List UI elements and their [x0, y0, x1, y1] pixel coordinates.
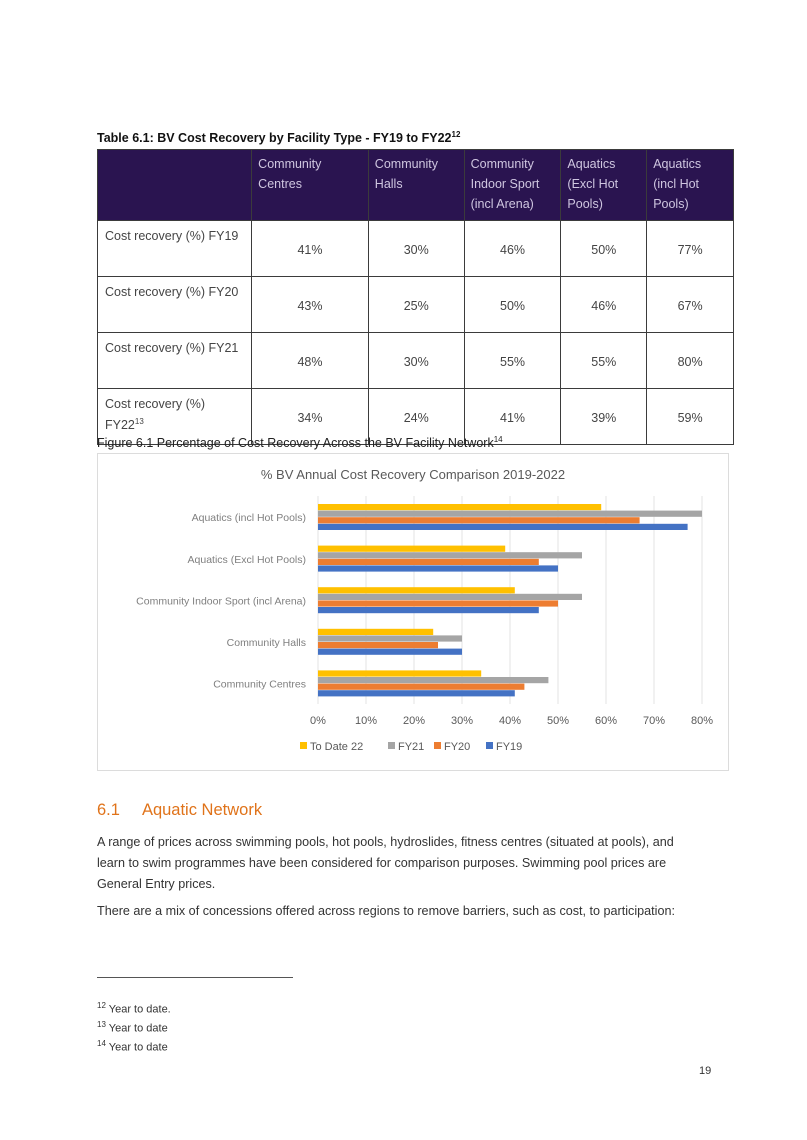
paragraph: There are a mix of concessions offered across regions to remove barriers, such as cost, to participation:: [97, 904, 675, 918]
row-label: Cost recovery (%) FY21: [98, 333, 252, 389]
legend-swatch: [388, 742, 395, 749]
table-header-cell: [98, 150, 252, 221]
table-header-cell: Community Halls: [368, 150, 464, 221]
table-cell: 41%: [464, 389, 561, 445]
table-row: [98, 277, 734, 333]
table-header-cell: Aquatics (Excl Hot Pools): [561, 150, 647, 221]
category-label: Aquatics (Excl Hot Pools): [187, 553, 306, 566]
legend-swatch: [434, 742, 441, 749]
table-cell: 48%: [252, 333, 369, 389]
table-caption: Table 6.1: BV Cost Recovery by Facility Type - FY19 to $FY22^{12}$: [97, 130, 461, 146]
table-cell: 30%: [368, 333, 464, 389]
table-row: [98, 221, 734, 277]
category-label: Community Halls: [226, 637, 306, 649]
bar: [318, 649, 462, 655]
x-tick-label: 10%: [354, 715, 378, 727]
table-cell: 24%: [368, 389, 464, 445]
legend-label: To Date 22: [310, 741, 364, 753]
legend-label: FY21: [398, 741, 425, 753]
bar: [318, 635, 462, 641]
footnote: $^{14}$ Year to date: [97, 1039, 168, 1054]
chart-container: [97, 453, 729, 771]
figure-caption: Figure 6.1 Percentage of Cost Recovery Across the BV Facility Network$^{14}$: [97, 435, 503, 451]
x-tick-label: 80%: [690, 715, 714, 727]
bar: [318, 517, 640, 523]
row-label: Cost recovery (%) FY20: [98, 277, 252, 333]
bar: [318, 504, 601, 510]
table-cell: 39%: [561, 389, 647, 445]
row-label: Cost recovery (%) FY19: [98, 221, 252, 277]
footnote: $^{13}$ Year to date: [97, 1020, 168, 1035]
table-cell: 55%: [464, 333, 561, 389]
table-cell: 30%: [368, 221, 464, 277]
table-row: [98, 333, 734, 389]
footnote-divider: [97, 977, 293, 978]
bar: [318, 642, 438, 648]
bar: [318, 629, 433, 635]
bar: [318, 565, 558, 571]
x-tick-label: 40%: [498, 715, 522, 727]
table-cell: 67%: [647, 277, 734, 333]
table-header-cell: Aquatics (incl Hot Pools): [647, 150, 734, 221]
table-cell: 43%: [252, 277, 369, 333]
table-cell: 50%: [561, 221, 647, 277]
x-tick-label: 20%: [402, 715, 426, 727]
table-header-cell: Community Indoor Sport (incl Arena): [464, 150, 561, 221]
table-cell: 77%: [647, 221, 734, 277]
table-cell: 55%: [561, 333, 647, 389]
page-number: 19: [699, 1065, 712, 1077]
bar: [318, 690, 515, 696]
x-tick-label: 30%: [450, 715, 474, 727]
table-cell: 25%: [368, 277, 464, 333]
category-label: Aquatics (incl Hot Pools): [191, 512, 306, 525]
table-cell: 59%: [647, 389, 734, 445]
bar: [318, 677, 548, 683]
chart-title: % BV Annual Cost Recovery Comparison 2019-2022: [260, 467, 566, 482]
bar-chart: [98, 454, 728, 770]
table-header-row: [98, 150, 734, 221]
bar: [318, 511, 702, 517]
bar: [318, 684, 524, 690]
legend-swatch: [486, 742, 493, 749]
legend-label: FY20: [444, 741, 471, 753]
bar: [318, 559, 539, 565]
table-cell: 50%: [464, 277, 561, 333]
x-tick-label: 0%: [310, 715, 326, 727]
cost-recovery-table: [97, 149, 734, 445]
x-tick-label: 50%: [546, 715, 570, 727]
table-cell: 41%: [252, 221, 369, 277]
x-tick-label: 60%: [594, 715, 618, 727]
bar: [318, 670, 481, 676]
paragraph: A range of prices across swimming pools, hot pools, hydroslides, fitness centres (situated at pools), and learn to swim programmes have been considered for comparison purposes. Swimming pool prices are General Entry prices.: [97, 835, 674, 891]
table-cell: 46%: [464, 221, 561, 277]
bar: [318, 546, 505, 552]
bar: [318, 524, 688, 530]
legend-label: FY19: [496, 741, 523, 753]
bar: [318, 587, 515, 593]
section-heading: 6.1 Aquatic Network: [97, 801, 263, 819]
row-label: Cost recovery (%) $FY22^{13}$: [98, 389, 252, 445]
bar: [318, 594, 582, 600]
x-tick-label: 70%: [642, 715, 666, 727]
bar: [318, 607, 539, 613]
table-header-cell: Community Centres: [252, 150, 369, 221]
legend-swatch: [300, 742, 307, 749]
table-cell: 80%: [647, 333, 734, 389]
bar: [318, 552, 582, 558]
table-cell: 34%: [252, 389, 369, 445]
table-cell: 46%: [561, 277, 647, 333]
category-label: Community Indoor Sport (incl Arena): [136, 595, 306, 608]
footnote: $^{12}$ Year to date.: [97, 1001, 171, 1016]
category-label: Community Centres: [213, 678, 306, 691]
bar: [318, 600, 558, 606]
